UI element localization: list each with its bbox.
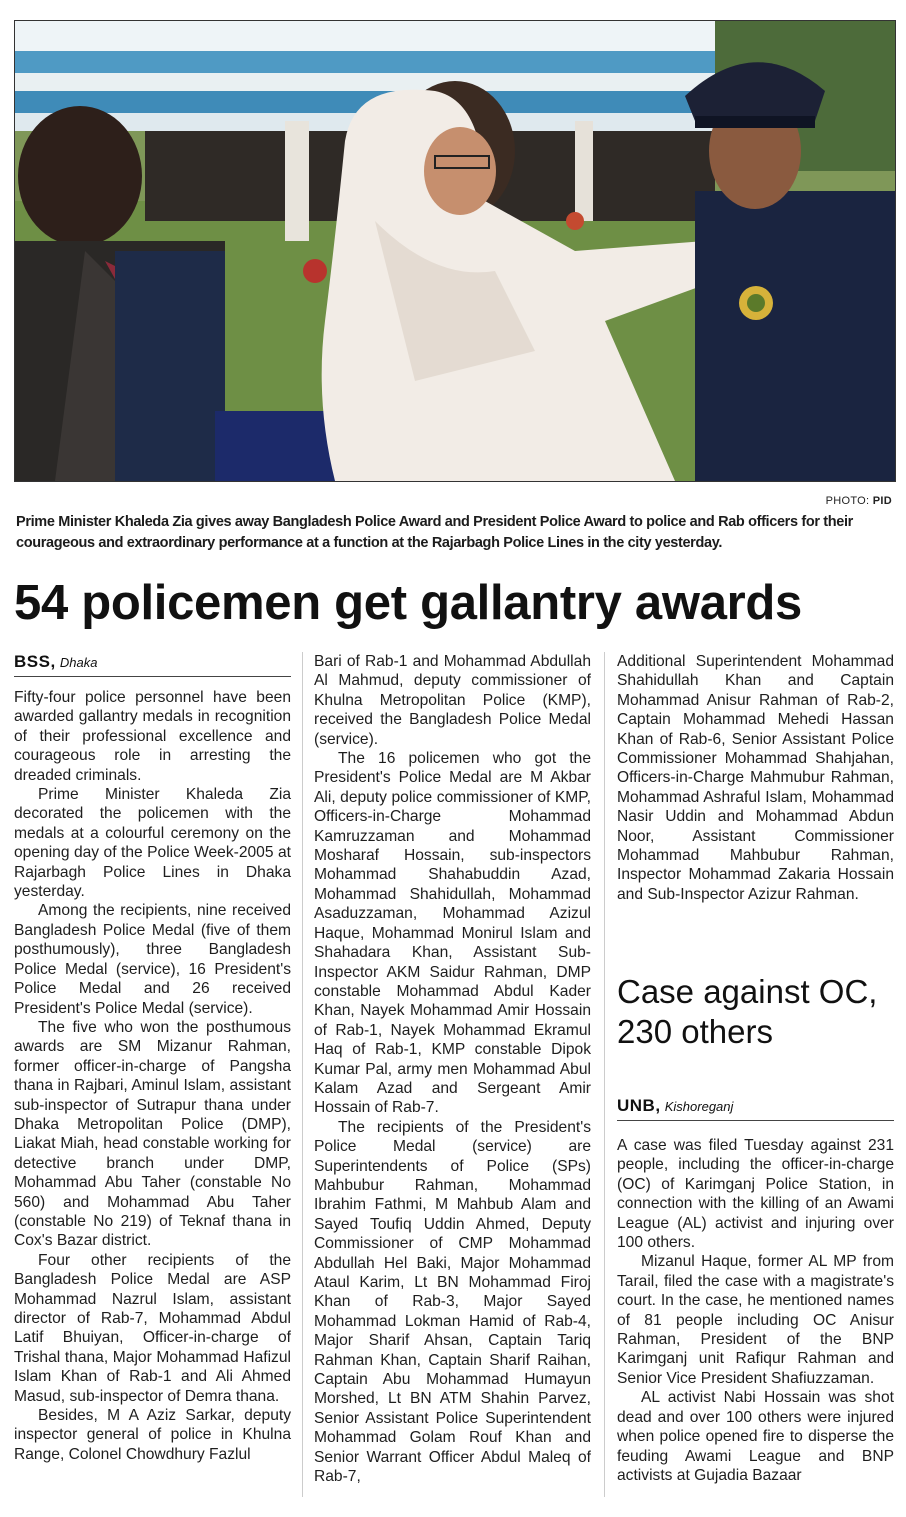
side-paragraph: AL activist Nabi Hossain was shot dead and over 100 others were injured when police opened fire to disperse the feuding Awami League and BNP activists at Gujadia Bazaar bbox=[617, 1389, 894, 1484]
main-paragraph: Four other recipients of the Bangladesh Police Medal are ASP Mohammad Nazrul Islam, assistant director of Rab-7, Mohammad Abdul Latif Bhuiyan, Officer-in-charge of Trishal thana, Major Mohammad Hafizul Islam Khan of Rab-1 and Ali Ahmed Masud, sub-inspector of Demra thana. bbox=[14, 1251, 291, 1405]
award-ceremony-illustration bbox=[15, 21, 895, 481]
photo-credit-source: PID bbox=[872, 495, 892, 507]
photo-credit bbox=[826, 495, 892, 507]
main-dateline-place: Dhaka bbox=[59, 655, 98, 670]
side-paragraph: Mizanul Haque, former AL MP from Tarail, filed the case with a magistrate's court. In the case, he mentioned names of 81 people including OC Anisur Rahman, President of the BNP Karimganj unit Rafiqur Rahman and Senior Vice President Shafiuzzaman. bbox=[617, 1253, 894, 1387]
main-paragraph: The recipients of the President's Police Medal (service) are Superintendents of Police (SPs) Mahbubur Rahman, Mohammad Ibrahim Fathmi, M Mahbub Alam and Sayed Toufiq Uddin Ahmed, Deputy Commissioner of CMP Mohammad Abdullah Hel Baki, Major Mohammad Ataul Karim, Lt BN Mohammad Firoj Khan of Rab-3, Major Sayed Mohammad Lokman Hamid of Rab-4, Major Sharif Ahsan, Captain Tariq Rahman Khan, Captain Sharif Raihan, Captain Abu Mohammad Humayun Morshed, Lt BN ATM Shahin Parvez, Senior Assistant Police Superintendent Mohammad Golam Rouf Khan and Senior Warrant Officer Abdul Maleq of Rab-7, bbox=[314, 1118, 591, 1486]
main-paragraph: Fifty-four police personnel have been awarded gallantry medals in recognition of their professional excellence and courageous role in arresting the dreaded criminals. bbox=[14, 689, 291, 784]
photo-credit-prefix: PHOTO: bbox=[825, 495, 870, 507]
main-paragraph: The 16 policemen who got the President's Police Medal are M Akbar Ali, deputy police commissioner of KMP, Officers-in-Charge Mohammad Kamruzzaman and Mohammad Mosharaf Hossain, sub-inspectors Mohammad Shahabuddin Azad, Mohammad Shahidullah, Mohammad Asaduzzaman, Mohammad Azizul Haque, Mohammad Monirul Islam and Shahadara Khan, Assistant Sub-Inspector AKM Saidur Rahman, DMP constable Mohammad Abdul Kader Khan, Nayek Mohammad Amir Hossain of Rab-1, Nayek Mohammad Ekramul Haq of Rab-1, KMP constable Dipok Kumar Pal, army men Mohammad Abul Kalam Azad and Sergeant Amir Hossain of Rab-7. bbox=[314, 750, 591, 1117]
main-agency: BSS, bbox=[14, 652, 56, 671]
main-paragraph: Prime Minister Khaleda Zia decorated the policemen with the medals at a colourful ceremony on the opening day of the Police Week-2005 at Rajarbagh Police Lines in Dhaka yesterday. bbox=[14, 786, 291, 901]
news-photo bbox=[14, 20, 896, 482]
main-paragraph: Besides, M A Aziz Sarkar, deputy inspector general of police in Khulna Range, Colonel Chowdhury Fazlul bbox=[14, 1407, 291, 1463]
main-paragraph: Bari of Rab-1 and Mohammad Abdullah Al Mahmud, deputy commissioner of Khulna Metropolitan Police (KMP), received the Bangladesh Police Medal (service). bbox=[314, 653, 591, 748]
side-byline bbox=[617, 1096, 894, 1121]
column-divider bbox=[302, 652, 303, 1497]
main-paragraph: The five who won the posthumous awards are SM Mizanur Rahman, former officer-in-charge of Pangsha thana in Rajbari, Aminul Islam, assistant sub-inspector of Sutrapur thana under Dhaka Metropolitan Police (DMP), Liakat Miah, head constable working for detective branch under DMP, Mohammad Abu Taher (constable No 560) and Mohammad Abu Taher (constable No 219) of Teknaf thana in Cox's Bazar district. bbox=[14, 1018, 291, 1250]
main-paragraph: Among the recipients, nine received Bangladesh Police Medal (five of them posthumously), three Bangladesh Police Medal (service), 16 President's Police Medal and 26 received President's Police Medal (service). bbox=[14, 902, 291, 1017]
side-agency: UNB, bbox=[617, 1096, 661, 1115]
photo-caption: Prime Minister Khaleda Zia gives away Bangladesh Police Award and President Police Award to police and Rab officers for their courageous and extraordinary performance at a function at the Rajarbagh Police Lines in the city yesterday. bbox=[16, 514, 853, 551]
side-paragraph: A case was filed Tuesday against 231 people, including the officer-in-charge (OC) of Karimganj Police Station, in connection with the killing of an Awami League (AL) activist and injuring over 100 others. bbox=[617, 1137, 894, 1252]
side-story-body bbox=[617, 1136, 894, 1485]
main-paragraph: Additional Superintendent Mohammad Shahidullah Khan and Captain Mohammad Anisur Rahman of Rab-2, Captain Mohammad Mehedi Hassan Khan of Rab-6, Senior Assistant Police Commissioner Mohammad Shahjahan, Officers-in-Charge Mahmubur Rahman, Mohammad Ashraful Islam, Mohammad Nasir Uddin and Mohammad Abdun Noor, Assistant Commissioner Mohammad Mahbubur Rahman, Inspector Mohammad Zakaria Hossain and Sub-Inspector Azizur Rahman. bbox=[617, 653, 894, 903]
main-byline bbox=[14, 652, 291, 677]
column-divider bbox=[604, 652, 605, 1497]
main-story-column-1 bbox=[14, 688, 291, 1464]
page-headline: 54 policemen get gallantry awards bbox=[14, 576, 803, 630]
side-dateline-place: Kishoreganj bbox=[664, 1099, 734, 1114]
main-story-column-3 bbox=[617, 652, 894, 904]
side-story-headline: Case against OC, 230 others bbox=[617, 973, 878, 1050]
main-story-column-2 bbox=[314, 652, 591, 1486]
